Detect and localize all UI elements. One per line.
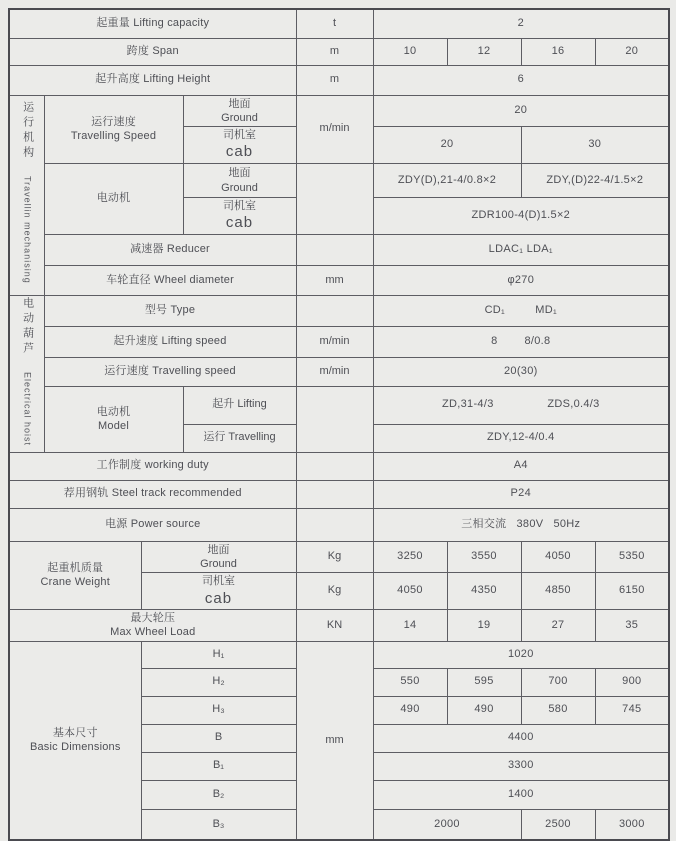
cab-zh: 司机室 — [202, 575, 235, 588]
travel-motor-cab-sublabel — [183, 198, 296, 235]
hoist-motor-travelling-value: ZDY,12-4/0.4 — [373, 424, 669, 452]
dim-h1-sublabel: H₁ — [141, 641, 296, 668]
steel-track-label: 荐用钢轨 Steel track recommended — [9, 480, 296, 508]
dim-h3-value-3: 580 — [521, 696, 595, 724]
ground-en: Ground — [200, 558, 237, 571]
wheel-diameter-value: φ270 — [373, 265, 669, 295]
dim-h2-value-3: 700 — [521, 668, 595, 696]
lifting-height-unit: m — [296, 65, 373, 95]
section-label-en: Electrical hoist — [22, 371, 33, 446]
hoist-motor-travelling-sublabel: 运行 Travelling — [183, 424, 296, 452]
row-lifting-height — [9, 65, 669, 95]
lifting-capacity-label: 起重量 Lifting capacity — [9, 9, 296, 38]
dim-b2-sublabel: B₂ — [141, 780, 296, 809]
hoist-lifting-speed-value: 8 8/0.8 — [373, 326, 669, 357]
dim-h2-value-2: 595 — [447, 668, 521, 696]
hoist-type-label: 型号 Type — [44, 295, 296, 326]
hoist-type-unit-empty — [296, 295, 373, 326]
crane-weight-label — [9, 541, 141, 609]
reducer-value: LDAC₁ LDA₁ — [373, 234, 669, 265]
cab-en: cab — [225, 214, 254, 232]
basic-dimensions-unit: mm — [296, 641, 373, 840]
power-source-unit-empty — [296, 508, 373, 541]
row-dim-h1 — [9, 641, 669, 668]
span-value-10: 10 — [373, 38, 447, 65]
travel-motor-ground-value-1: ZDY(D),21-4/0.8×2 — [373, 164, 521, 198]
hoist-motor-label-en: Model — [98, 420, 129, 433]
travel-speed-label — [44, 95, 183, 164]
dim-b1-sublabel: B₁ — [141, 752, 296, 780]
ground-zh: 地面 — [228, 97, 251, 110]
hoist-travelling-speed-unit: m/min — [296, 357, 373, 386]
dim-b1-value: 3300 — [373, 752, 669, 780]
section-label-zh: 运行机构 — [21, 101, 34, 162]
electrical-hoist-vertical-label — [20, 297, 34, 446]
power-source-label: 电源 Power source — [9, 508, 296, 541]
max-wheel-load-label — [9, 610, 296, 642]
row-span — [9, 38, 669, 65]
crane-weight-cab-value-4: 6150 — [595, 573, 669, 610]
basic-dimensions-label-en: Basic Dimensions — [29, 741, 121, 754]
row-wheel-diameter — [9, 265, 669, 295]
travelling-mechanism-vertical-label — [20, 101, 34, 284]
ground-en: Ground — [221, 111, 258, 124]
dim-b3-value-3: 3000 — [595, 809, 669, 840]
travel-speed-cab-sublabel — [183, 127, 296, 164]
row-hoist-travelling-speed — [9, 357, 669, 386]
dim-b3-value-1: 2000 — [373, 809, 521, 840]
dim-h3-sublabel: H₃ — [141, 696, 296, 724]
dim-b3-sublabel: B₃ — [141, 809, 296, 840]
travel-speed-ground-sublabel — [183, 95, 296, 127]
dim-b3-value-2: 2500 — [521, 809, 595, 840]
wheel-diameter-label: 车轮直径 Wheel diameter — [44, 265, 296, 295]
steel-track-unit-empty — [296, 480, 373, 508]
lifting-height-value: 6 — [373, 65, 669, 95]
hoist-travelling-speed-label: 运行速度 Travelling speed — [44, 357, 296, 386]
section-travelling-mechanism — [9, 95, 44, 295]
crane-weight-ground-sublabel — [141, 541, 296, 573]
travel-speed-label-zh: 运行速度 — [91, 116, 136, 128]
hoist-motor-label — [44, 386, 183, 452]
crane-weight-ground-value-1: 3250 — [373, 541, 447, 573]
power-source-value: 三相交流 380V 50Hz — [373, 508, 669, 541]
hoist-lifting-speed-unit: m/min — [296, 326, 373, 357]
row-hoist-lifting-speed — [9, 326, 669, 357]
max-wheel-load-unit: KN — [296, 610, 373, 642]
hoist-motor-lifting-value: ZD,31-4/3 ZDS,0.4/3 — [373, 386, 669, 424]
crane-weight-label-en: Crane Weight — [40, 576, 110, 589]
row-max-wheel-load — [9, 610, 669, 642]
dim-b-value: 4400 — [373, 724, 669, 752]
section-electrical-hoist — [9, 295, 44, 452]
crane-weight-label-zh: 起重机质量 — [47, 562, 104, 575]
working-duty-value: A4 — [373, 452, 669, 480]
basic-dimensions-label-zh: 基本尺寸 — [52, 727, 98, 740]
cab-zh: 司机室 — [223, 129, 256, 142]
working-duty-unit-empty — [296, 452, 373, 480]
crane-weight-cab-value-1: 4050 — [373, 573, 447, 610]
max-wheel-load-value-1: 14 — [373, 610, 447, 642]
max-wheel-load-value-3: 27 — [521, 610, 595, 642]
crane-weight-cab-sublabel — [141, 573, 296, 610]
max-wheel-load-value-2: 19 — [447, 610, 521, 642]
max-wheel-load-value-4: 35 — [595, 610, 669, 642]
section-label-zh: 电动葫芦 — [21, 296, 34, 357]
dim-h1-value: 1020 — [373, 641, 669, 668]
dim-b-sublabel: B — [141, 724, 296, 752]
crane-weight-ground-unit: Kg — [296, 541, 373, 573]
wheel-diameter-unit: mm — [296, 265, 373, 295]
cab-en: cab — [225, 143, 254, 161]
travel-speed-ground-value: 20 — [373, 95, 669, 127]
lifting-capacity-value: 2 — [373, 9, 669, 38]
basic-dimensions-label — [9, 641, 141, 840]
dim-h3-value-4: 745 — [595, 696, 669, 724]
span-label: 跨度 Span — [9, 38, 296, 65]
hoist-motor-unit-empty — [296, 386, 373, 452]
crane-weight-cab-unit: Kg — [296, 573, 373, 610]
span-value-16: 16 — [521, 38, 595, 65]
dim-h3-value-2: 490 — [447, 696, 521, 724]
dim-h2-value-1: 550 — [373, 668, 447, 696]
row-hoist-type — [9, 295, 669, 326]
row-reducer — [9, 234, 669, 265]
hoist-lifting-speed-label: 起升速度 Lifting speed — [44, 326, 296, 357]
crane-weight-ground-value-4: 5350 — [595, 541, 669, 573]
row-power-source — [9, 508, 669, 541]
row-hoist-motor-lifting — [9, 386, 669, 424]
crane-weight-ground-value-3: 4050 — [521, 541, 595, 573]
row-steel-track — [9, 480, 669, 508]
crane-weight-ground-value-2: 3550 — [447, 541, 521, 573]
hoist-type-value: CD₁ MD₁ — [373, 295, 669, 326]
travel-motor-ground-sublabel — [183, 164, 296, 198]
row-lifting-capacity — [9, 9, 669, 38]
span-value-12: 12 — [447, 38, 521, 65]
hoist-motor-lifting-sublabel: 起升 Lifting — [183, 386, 296, 424]
row-crane-weight-ground — [9, 541, 669, 573]
reducer-label: 减速器 Reducer — [44, 234, 296, 265]
travel-speed-unit: m/min — [296, 95, 373, 164]
dim-h2-value-4: 900 — [595, 668, 669, 696]
dim-h3-value-1: 490 — [373, 696, 447, 724]
travel-motor-label: 电动机 — [44, 164, 183, 235]
span-unit: m — [296, 38, 373, 65]
working-duty-label: 工作制度 working duty — [9, 452, 296, 480]
lifting-height-label: 起升高度 Lifting Height — [9, 65, 296, 95]
lifting-capacity-unit: t — [296, 9, 373, 38]
span-value-20: 20 — [595, 38, 669, 65]
travel-speed-cab-value-2: 30 — [521, 127, 669, 164]
travel-speed-cab-value-1: 20 — [373, 127, 521, 164]
cab-zh: 司机室 — [223, 200, 256, 213]
ground-zh: 地面 — [228, 167, 251, 180]
ground-en: Ground — [221, 181, 258, 194]
row-working-duty — [9, 452, 669, 480]
travel-motor-cab-value: ZDR100-4(D)1.5×2 — [373, 198, 669, 235]
hoist-travelling-speed-value: 20(30) — [373, 357, 669, 386]
travel-speed-label-en: Travelling Speed — [70, 130, 157, 143]
cab-en: cab — [204, 589, 233, 607]
crane-weight-cab-value-2: 4350 — [447, 573, 521, 610]
reducer-unit-empty — [296, 234, 373, 265]
row-travel-motor-ground — [9, 164, 669, 198]
dim-h2-sublabel: H₂ — [141, 668, 296, 696]
crane-spec-table — [8, 8, 670, 841]
max-wheel-load-label-zh: 最大轮压 — [130, 612, 176, 625]
travel-motor-unit-empty — [296, 164, 373, 235]
row-travel-speed-ground — [9, 95, 669, 127]
ground-zh: 地面 — [207, 543, 230, 556]
hoist-motor-label-zh: 电动机 — [96, 406, 131, 419]
steel-track-value: P24 — [373, 480, 669, 508]
max-wheel-load-label-en: Max Wheel Load — [110, 626, 196, 639]
travel-motor-ground-value-2: ZDY,(D)22-4/1.5×2 — [521, 164, 669, 198]
dim-b2-value: 1400 — [373, 780, 669, 809]
section-label-en: Travellin mechanising — [22, 176, 33, 285]
crane-weight-cab-value-3: 4850 — [521, 573, 595, 610]
